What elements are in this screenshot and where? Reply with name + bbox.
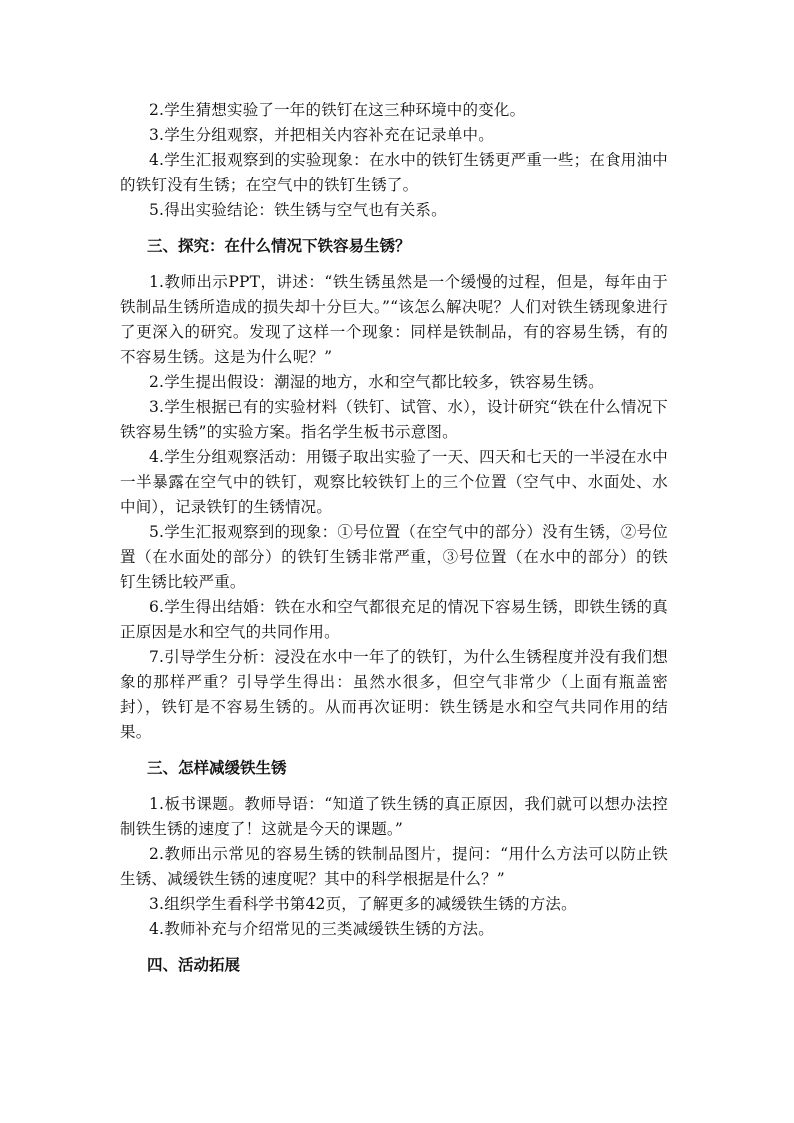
spacer <box>120 223 668 234</box>
paragraph: 2.教师出示常见的容易生锈的铁制品图片，提问：“用什么方法可以防止铁生锈、减缓铁生锈的速度呢？其中的科学根据是什么？” <box>120 845 668 888</box>
paragraph: 6.学生得出结婚：铁在水和空气都很充足的情况下容易生锈，即铁生锈的真正原因是水和空气的共同作用。 <box>120 598 668 641</box>
paragraph: 2.学生提出假设：潮湿的地方，水和空气都比较多，铁容易生锈。 <box>149 373 604 391</box>
paragraph: 3.学生根据已有的实验材料（铁钉、试管、水），设计研究“铁在什么情况下铁容易生锈”的实验方案。指名学生板书示意图。 <box>120 398 668 441</box>
paragraph: 4.学生汇报观察到的实验现象：在水中的铁钉生锈更严重一些；在食用油中的铁钉没有生锈；在空气中的铁钉生锈了。 <box>120 151 668 194</box>
section-heading: 三、探究：在什么情况下铁容易生锈？ <box>147 237 411 255</box>
paragraph: 5.得出实验结论：铁生锈与空气也有关系。 <box>149 201 447 219</box>
paragraph: 5.学生汇报观察到的现象：①号位置（在空气中的部分）没有生锈，②号位置（在水面处的部分）的铁钉生锈非常严重，③号位置（在水中的部分）的铁钉生锈比较严重。 <box>120 523 668 591</box>
spacer <box>120 745 668 756</box>
paragraph: 2.学生猜想实验了一年的铁钉在这三种环境中的变化。 <box>149 101 526 119</box>
spacer <box>120 781 668 792</box>
section-heading: 三、怎样减缓铁生锈 <box>147 759 287 777</box>
paragraph: 3.组织学生看科学书第42页，了解更多的减缓铁生锈的方法。 <box>149 895 577 913</box>
paragraph: 7.引导学生分析：浸没在水中一年了的铁钉，为什么生锈程度并没有我们想象的那样严重？引导学生得出：虽然水很多，但空气非常少（上面有瓶盖密封），铁钉是不容易生锈的。从而再次证明：铁生锈是水和空气共同作用的结果。 <box>120 648 668 741</box>
paragraph: 3.学生分组观察，并把相关内容补充在记录单中。 <box>149 126 494 144</box>
paragraph: 4.教师补充与介绍常见的三类减缓铁生锈的方法。 <box>149 920 494 938</box>
spacer <box>120 942 668 953</box>
paragraph: 1.教师出示PPT，讲述：“铁生锈虽然是一个缓慢的过程，但是，每年由于铁制品生锈所造成的损失却十分巨大。”“该怎么解决呢？人们对铁生锈现象进行了更深入的研究。发现了这样一个现象：同样是铁制品，有的容易生锈，有的不容易生锈。这是为什么呢？” <box>120 273 668 366</box>
paragraph: 1.板书课题。教师导语：“知道了铁生锈的真正原因，我们就可以想办法控制铁生锈的速度了！这就是今天的课题。” <box>120 795 668 838</box>
spacer <box>120 259 668 270</box>
section-heading: 四、活动拓展 <box>147 956 241 974</box>
paragraph: 4.学生分组观察活动：用镊子取出实验了一天、四天和七天的一半浸在水中一半暴露在空气中的铁钉，观察比较铁钉上的三个位置（空气中、水面处、水中间），记录铁钉的生锈情况。 <box>120 448 668 516</box>
